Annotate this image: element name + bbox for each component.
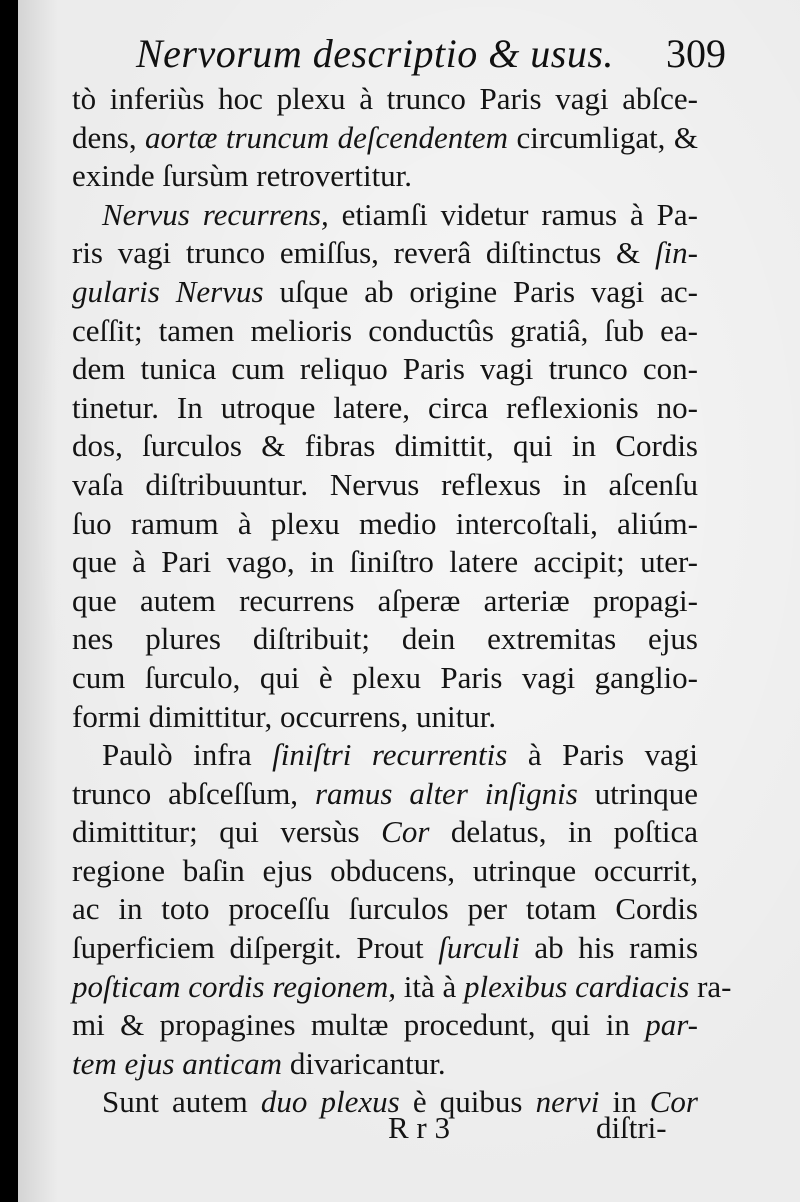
italic-text: ſurculi xyxy=(438,930,520,966)
text-line xyxy=(72,659,698,698)
roman-text: etiamſi videtur ramus à Pa- xyxy=(328,196,698,232)
text-line xyxy=(72,698,698,737)
roman-text: dem tunica cum reliquo Paris vagi trunco con- xyxy=(72,351,698,387)
roman-text: exinde ſursùm retrovertitur. xyxy=(72,158,413,194)
roman-text: in xyxy=(599,1084,650,1120)
text-line xyxy=(72,582,698,621)
roman-text: Paulò infra xyxy=(102,737,273,773)
italic-text: Cor xyxy=(649,1084,698,1120)
roman-text: vaſa diſtribuuntur. Nervus reflexus in aſcenſu xyxy=(72,466,698,502)
text-line xyxy=(72,350,698,389)
roman-text: divaricantur. xyxy=(282,1045,446,1081)
italic-text: ſiniſtri recurrentis xyxy=(272,737,508,773)
roman-text: Sunt autem xyxy=(102,1084,261,1120)
text-line xyxy=(72,273,698,312)
text-line xyxy=(72,234,698,273)
roman-text: que à Pari vago, in ſiniſtro latere accipit; uter- xyxy=(72,544,698,580)
italic-text: plexibus cardiacis xyxy=(464,968,690,1004)
text-line xyxy=(72,852,698,891)
text-line xyxy=(72,813,698,852)
text-line xyxy=(72,389,698,428)
page-footer xyxy=(18,1110,800,1154)
body-text xyxy=(72,80,732,1122)
roman-text: nes plures diſtribuit; dein extremitas ejus xyxy=(72,621,698,657)
text-line xyxy=(72,620,698,659)
italic-text: par- xyxy=(645,1007,698,1043)
text-line xyxy=(72,80,698,119)
italic-text: Cor xyxy=(381,814,430,850)
roman-text: ſuo ramum à plexu medio intercoſtali, aliúm- xyxy=(72,505,698,541)
text-line xyxy=(72,890,698,929)
page-header xyxy=(18,26,800,86)
text-line xyxy=(72,505,698,544)
roman-text: dens, xyxy=(72,119,146,155)
text-line xyxy=(72,775,698,814)
italic-text: ramus alter inſignis xyxy=(314,775,578,811)
roman-text: delatus, in poſtica xyxy=(429,814,698,850)
italic-text: aortæ truncum deſcendentem xyxy=(145,119,509,155)
roman-text: dimittitur; qui versùs xyxy=(72,814,382,850)
roman-text: ab his ramis xyxy=(519,930,699,966)
roman-text: ra- xyxy=(689,968,732,1004)
roman-text: circumligat, & xyxy=(508,119,699,155)
text-line xyxy=(72,1045,698,1084)
roman-text: tinetur. In utroque latere, circa reflexionis no- xyxy=(72,389,698,425)
book-page xyxy=(18,0,800,1202)
roman-text: cum ſurculo, qui è plexu Paris vagi ganglio- xyxy=(72,659,698,695)
italic-text: Nervus recurrens, xyxy=(102,196,329,232)
roman-text: ac in toto proceſſu ſurculos per totam Cordis xyxy=(72,891,698,927)
text-line xyxy=(72,968,732,1007)
italic-text: poſticam cordis regionem, xyxy=(72,968,397,1004)
italic-text: gularis Nervus xyxy=(72,273,264,309)
italic-text: nervi xyxy=(535,1084,600,1120)
roman-text: è quibus xyxy=(399,1084,536,1120)
roman-text: trunco abſceſſum, xyxy=(72,775,315,811)
roman-text: à Paris vagi xyxy=(507,737,698,773)
roman-text: que autem recurrens aſperæ arteriæ propagi- xyxy=(72,582,698,618)
text-line xyxy=(72,543,698,582)
italic-text: duo plexus xyxy=(260,1084,400,1120)
roman-text: ceſſit; tamen melioris conductûs gratiâ, ſub ea- xyxy=(72,312,698,348)
roman-text: tò inferiùs hoc plexu à trunco Paris vagi abſce- xyxy=(72,81,698,116)
roman-text: utrinque xyxy=(577,775,698,811)
signature-mark: R r 3 xyxy=(388,1110,450,1145)
roman-text: ſuperficiem diſpergit. Prout xyxy=(72,930,439,966)
text-line xyxy=(72,157,698,196)
text-line xyxy=(72,736,698,775)
roman-text: ris vagi trunco emiſſus, reverâ diſtinctus & xyxy=(72,235,655,271)
roman-text: ità à xyxy=(396,968,465,1004)
text-line xyxy=(72,1006,698,1045)
italic-text: ſin- xyxy=(654,235,698,271)
roman-text: dos, ſurculos & fibras dimittit, qui in Cordis xyxy=(72,428,698,464)
text-line xyxy=(72,312,698,351)
text-line xyxy=(72,929,698,968)
text-line xyxy=(72,466,698,505)
roman-text: regione baſin ejus obducens, utrinque occurrit, xyxy=(72,852,698,888)
running-title: Nervorum descriptio & usus. xyxy=(136,31,614,76)
roman-text: mi & propagines multæ procedunt, qui in xyxy=(72,1007,646,1043)
italic-text: tem ejus anticam xyxy=(72,1045,283,1081)
roman-text: formi dimittitur, occurrens, unitur. xyxy=(72,698,497,734)
catchword: diſtri- xyxy=(596,1110,667,1145)
page-number: 309 xyxy=(666,31,726,76)
roman-text: uſque ab origine Paris vagi ac- xyxy=(263,273,698,309)
text-line xyxy=(72,427,698,466)
text-line xyxy=(72,119,698,158)
text-line xyxy=(72,196,698,235)
